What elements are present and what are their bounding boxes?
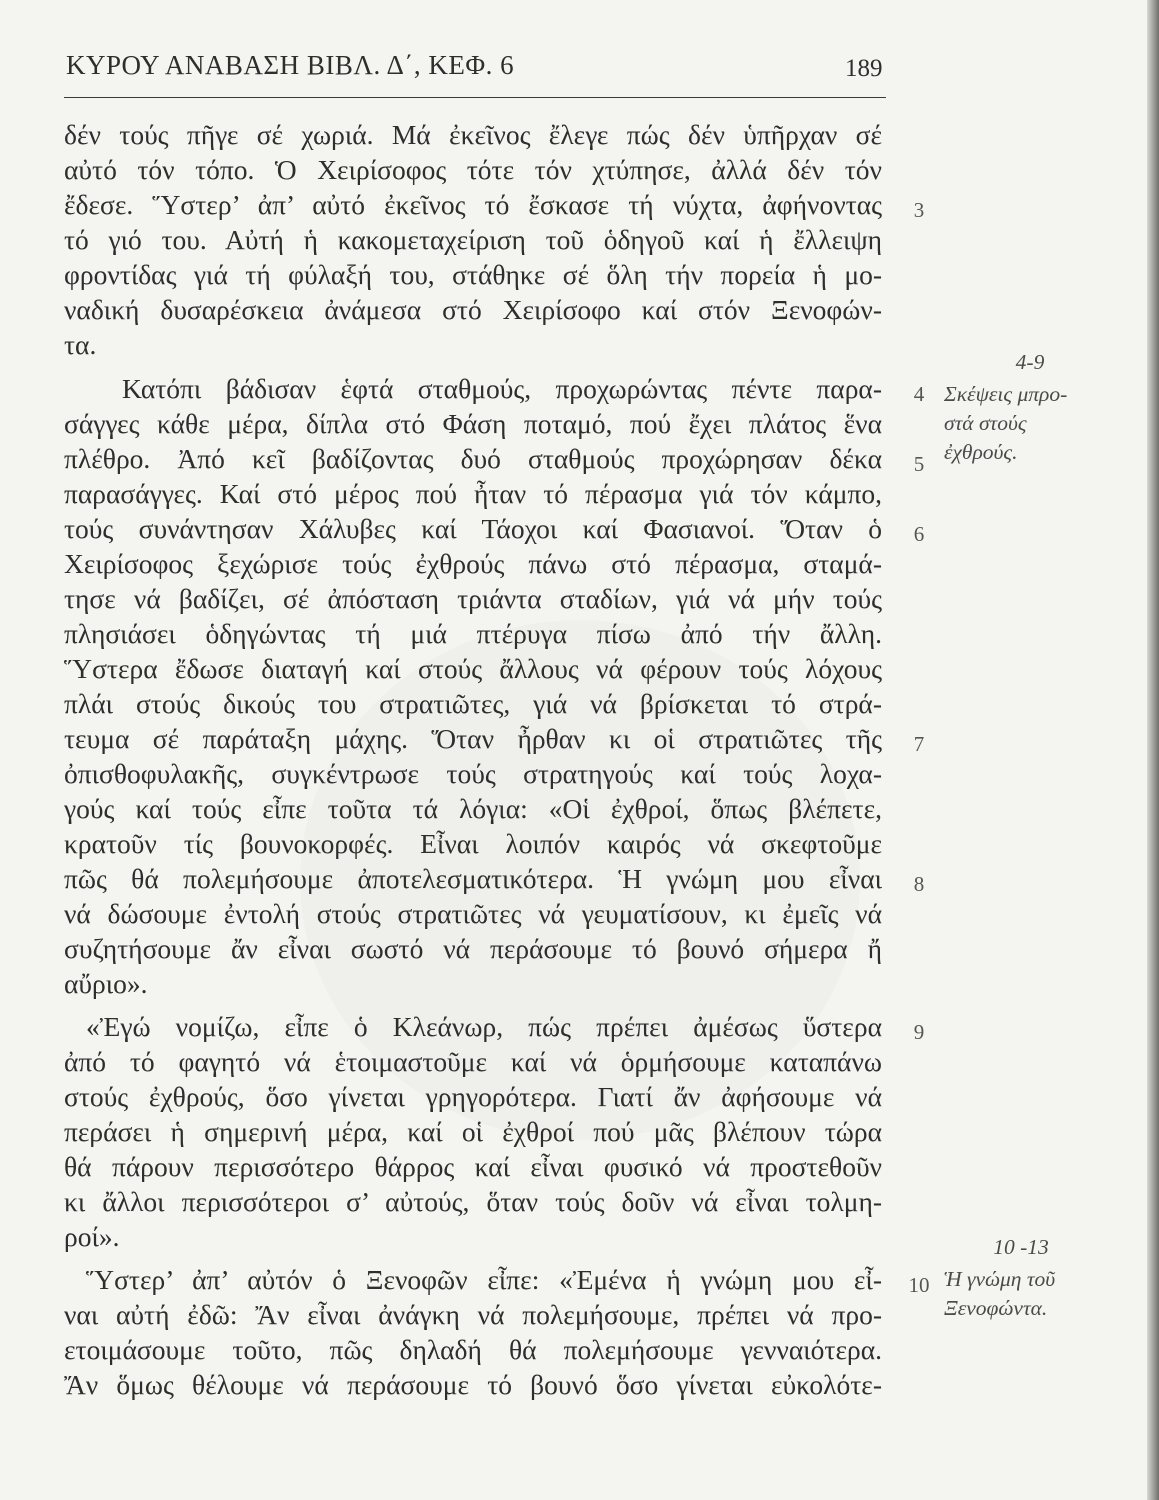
text-line: σάγγες κάθε μέρα, δίπλα στό Φάση ποταμό, πού ἔχει πλάτος ἕνα	[64, 408, 882, 439]
text-line: φροντίδας γιά τή φύλαξή του, στάθηκε σέ ὅλη τήν πορεία ἡ μο-	[64, 259, 882, 290]
text-line: παρασάγγες. Καί στό μέρος πού ἦταν τό πέρασμα γιά τόν κάμπο,	[64, 478, 882, 509]
section-number: 6	[913, 522, 925, 546]
text-line: αὔριο».	[64, 968, 148, 999]
margin-note-line: Ξενοφώντα.	[944, 1296, 1048, 1320]
text-line: ναι αὐτή ἐδῶ: Ἄν εἶναι ἀνάγκη νά πολεμήσουμε, πρέπει νά προ-	[64, 1299, 882, 1330]
page-edge-shadow	[1147, 0, 1159, 1500]
section-number: 4	[913, 382, 925, 406]
text-line: θά πάρουν περισσότερο θάρρος καί εἶναι φυσικό νά προστεθοῦν	[64, 1151, 882, 1182]
margin-note-range: 10 -13	[993, 1235, 1049, 1259]
text-line: κρατοῦν τίς βουνοκορφές. Εἶναι λοιπόν καιρός νά σκεφτοῦμε	[64, 828, 882, 859]
section-number: 3	[913, 198, 925, 222]
section-number: 8	[913, 872, 925, 896]
text-line: Κατόπι βάδισαν ἑφτά σταθμούς, προχωρώντας πέντε παρα-	[122, 373, 882, 404]
text-line: ἀπό τό φαγητό νά ἑτοιμαστοῦμε καί νά ὁρμήσουμε καταπάνω	[64, 1046, 882, 1077]
text-line: συζητήσουμε ἄν εἶναι σωστό νά περάσουμε τό βουνό σήμερα ἤ	[64, 933, 882, 964]
text-line: ὀπισθοφυλακῆς, συγκέντρωσε τούς στρατηγούς καί τούς λοχα-	[64, 758, 882, 789]
text-line: κι ἄλλοι περισσότεροι σ’ αὐτούς, ὅταν τούς δοῦν νά εἶναι τολμη-	[64, 1186, 882, 1217]
text-line: τευμα σέ παράταξη μάχης. Ὅταν ἦρθαν κι οἱ στρατιῶτες τῆς	[64, 723, 882, 754]
running-title: ΚΥΡΟΥ ΑΝΑΒΑΣΗ ΒΙΒΛ. Δ΄, ΚΕΦ. 6	[66, 50, 515, 80]
margin-note-line: στά στούς	[944, 411, 1027, 435]
text-line: ναδική δυσαρέσκεια ἀνάμεσα στό Χειρίσοφο καί στόν Ξενοφών-	[64, 294, 882, 325]
text-line: ετοιμάσουμε τοῦτο, πῶς δηλαδή θά πολεμήσουμε γενναιότερα.	[64, 1334, 882, 1365]
text-line: τό γιό του. Αὐτή ἡ κακομεταχείριση τοῦ ὁδηγοῦ καί ἡ ἔλλειψη	[64, 224, 882, 255]
text-line: Χειρίσοφος ξεχώρισε τούς ἐχθρούς πάνω στό πέρασμα, σταμά-	[64, 548, 882, 579]
text-line: τησε νά βαδίζει, σέ ἀπόσταση τριάντα σταδίων, γιά νά μήν τούς	[64, 583, 882, 614]
text-line: Ὕστερ’ ἀπ’ αὐτόν ὁ Ξενοφῶν εἶπε: «Ἐμένα ἡ γνώμη μου εἶ-	[86, 1264, 882, 1295]
text-line: ἔδεσε. Ὕστερ’ ἀπ’ αὐτό ἐκεῖνος τό ἔσκασε τή νύχτα, ἀφήνοντας	[64, 189, 882, 220]
text-line: νά δώσουμε ἐντολή στούς στρατιῶτες νά γευματίσουν, κι ἐμεῖς νά	[64, 898, 882, 929]
text-line: πλέθρο. Ἀπό κεῖ βαδίζοντας δυό σταθμούς προχώρησαν δέκα	[64, 443, 882, 474]
text-line: στούς ἐχθρούς, ὅσο γίνεται γρηγορότερα. Γιατί ἄν ἀφήσουμε νά	[64, 1081, 882, 1112]
text-line: γούς καί τούς εἶπε τοῦτα τά λόγια: «Οἱ ἐχθροί, ὅπως βλέπετε,	[64, 793, 882, 824]
text-line: περάσει ἡ σημερινή μέρα, καί οἱ ἐχθροί πού μᾶς βλέπουν τώρα	[64, 1116, 882, 1147]
margin-note-line: ἐχθρούς.	[944, 440, 1018, 464]
section-number: 7	[913, 732, 925, 756]
header-rule	[64, 97, 886, 98]
margin-note-line: Ἡ γνώμη τοῦ	[944, 1267, 1056, 1291]
section-number: 10	[908, 1273, 930, 1297]
text-line: αὐτό τόν τόπο. Ὁ Χειρίσοφος τότε τόν χτύπησε, ἀλλά δέν τόν	[64, 154, 882, 185]
text-line: Ὕστερα ἔδωσε διαταγή καί στούς ἄλλους νά φέρουν τούς λόχους	[64, 653, 882, 684]
text-line: πῶς θά πολεμήσουμε ἀποτελεσματικότερα. Ἡ γνώμη μου εἶναι	[64, 863, 882, 894]
page-number: 189	[845, 55, 883, 82]
text-line: πλάι στούς δικούς του στρατιῶτες, γιά νά βρίσκεται τό στρά-	[64, 688, 882, 719]
margin-note-range: 4-9	[1015, 350, 1045, 374]
text-line: τα.	[64, 329, 97, 360]
text-line: ροί».	[64, 1221, 120, 1252]
section-number: 5	[913, 452, 925, 476]
text-line: πλησιάσει ὁδηγώντας τή μιά πτέρυγα πίσω ἀπό τήν ἄλλη.	[64, 618, 882, 649]
margin-note-line: Σκέψεις μπρο-	[944, 382, 1068, 406]
text-line: «Ἐγώ νομίζω, εἶπε ὁ Κλεάνωρ, πώς πρέπει ἀμέσως ὕστερα	[86, 1011, 882, 1042]
text-line: Ἄν ὅμως θέλουμε νά περάσουμε τό βουνό ὅσο γίνεται εὐκολότε-	[64, 1369, 882, 1400]
section-number: 9	[913, 1020, 925, 1044]
text-line: δέν τούς πῆγε σέ χωριά. Μά ἐκεῖνος ἔλεγε πώς δέν ὑπῆρχαν σέ	[64, 119, 882, 150]
text-line: τούς συνάντησαν Χάλυβες καί Τάοχοι καί Φασιανοί. Ὅταν ὁ	[64, 513, 882, 544]
